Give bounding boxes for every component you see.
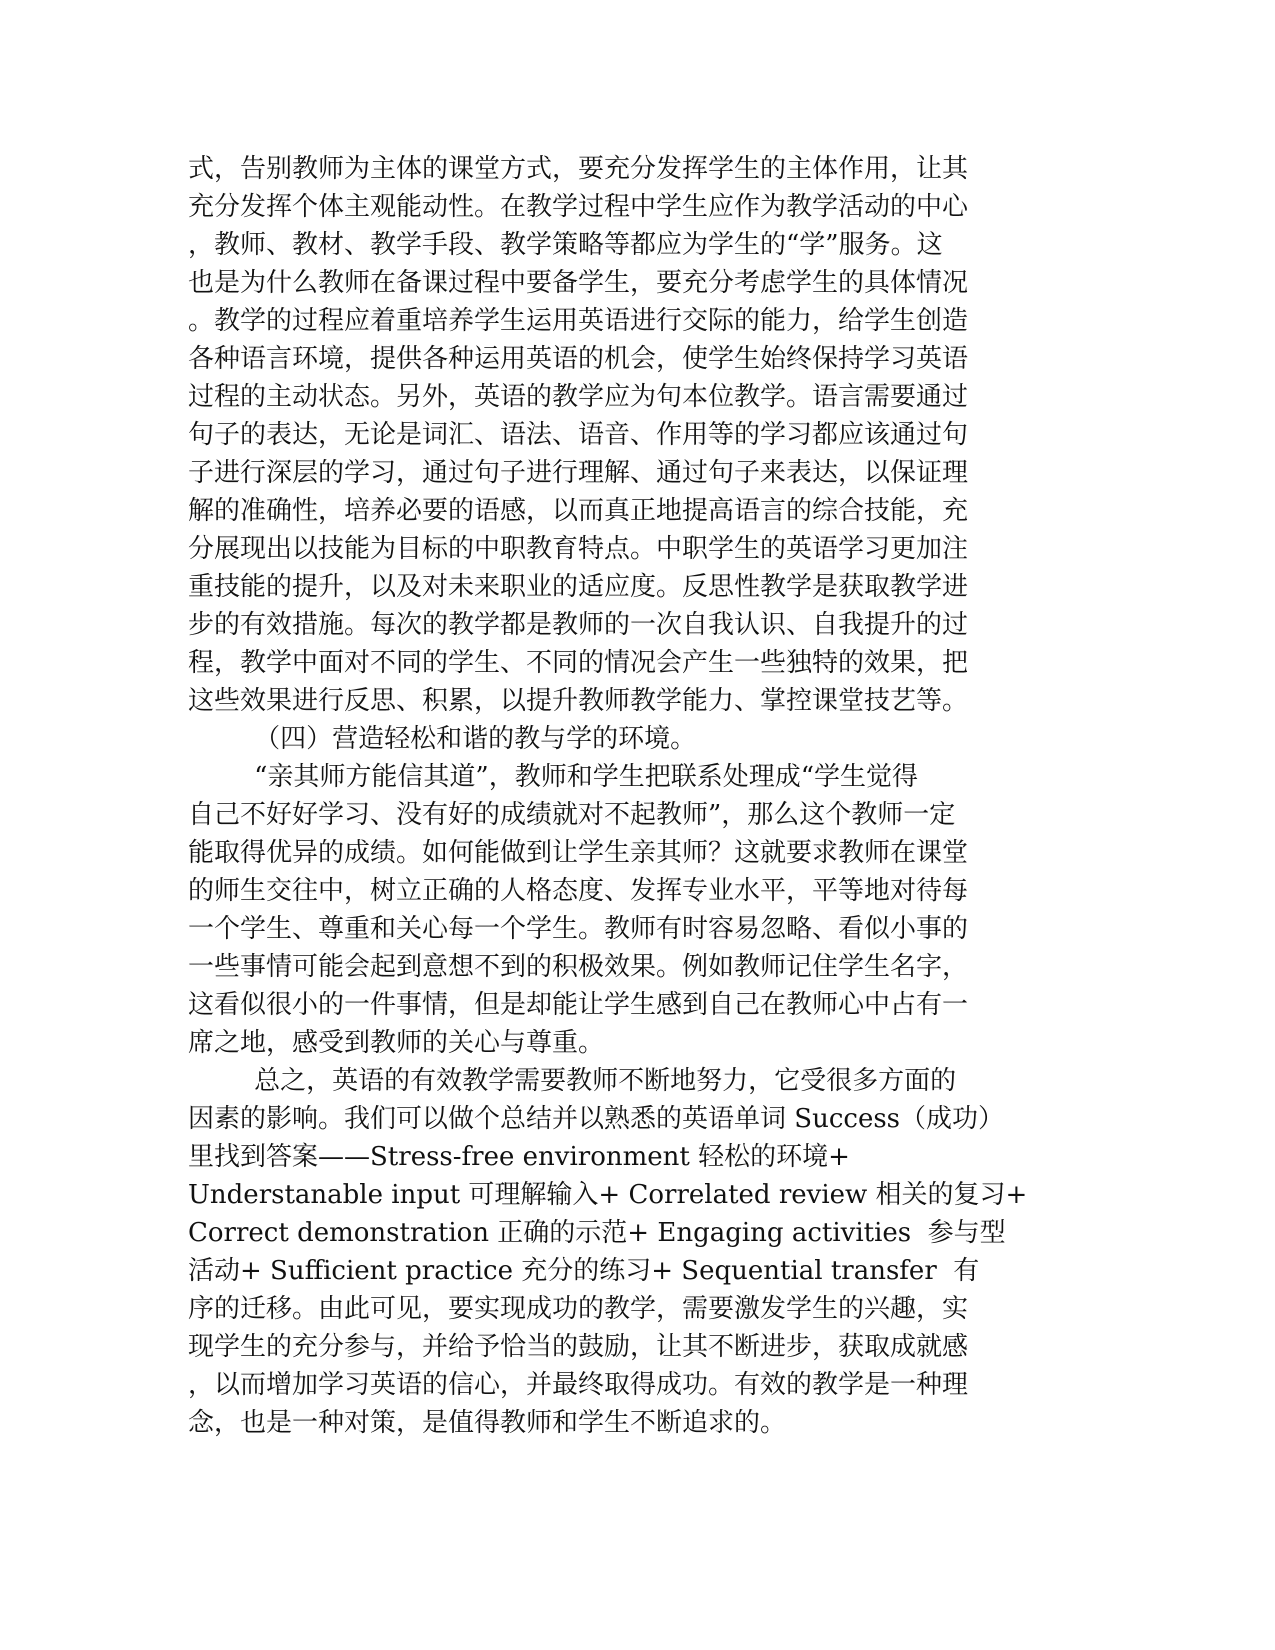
text-line: （四）营造轻松和谐的教与学的环境。 [188,724,697,754]
text-line: 。教学的过程应着重培养学生运用英语进行交际的能力，给学生创造 [188,306,969,336]
text-line: 分展现出以技能为目标的中职教育特点。中职学生的英语学习更加注 [188,534,969,564]
text-line: 这些效果进行反思、积累，以提升教师教学能力、掌控课堂技艺等。 [188,686,969,716]
text-line: 现学生的充分参与，并给予恰当的鼓励，让其不断进步，获取成就感 [188,1332,969,1362]
text-line: 充分发挥个体主观能动性。在教学过程中学生应作为教学活动的中心 [188,192,969,222]
text-line: 席之地，感受到教师的关心与尊重。 [188,1028,605,1058]
text-line: “亲其师方能信其道”，教师和学生把联系处理成“学生觉得 [188,762,918,792]
text-line: 一些事情可能会起到意想不到的积极效果。例如教师记住学生名字， [188,952,969,982]
text-line: 因素的影响。我们可以做个总结并以熟悉的英语单词 Success（成功） [188,1104,1005,1134]
text-line: 的师生交往中，树立正确的人格态度、发挥专业水平，平等地对待每 [188,876,969,906]
text-line: 步的有效措施。每次的教学都是教师的一次自我认识、自我提升的过 [188,610,969,640]
text-line: 各种语言环境，提供各种运用英语的机会，使学生始终保持学习英语 [188,344,969,374]
text-line: 解的准确性，培养必要的语感，以而真正地提高语言的综合技能，充 [188,496,969,526]
text-line: 式，告别教师为主体的课堂方式，要充分发挥学生的主体作用，让其 [188,154,969,184]
text-line: 总之，英语的有效教学需要教师不断地努力，它受很多方面的 [188,1066,957,1096]
text-line: 里找到答案——Stress-free environment 轻松的环境+ [188,1142,850,1172]
text-line: 活动+ Sufficient practice 充分的练习+ Sequential transfer 有 [188,1256,980,1286]
text-line: Correct demonstration 正确的示范+ Engaging activities 参与型 [188,1218,1006,1248]
text-line: 能取得优异的成绩。如何能做到让学生亲其师？这就要求教师在课堂 [188,838,969,868]
text-line: ，教师、教材、教学手段、教学策略等都应为学生的“学”服务。这 [188,230,943,260]
text-line: 自己不好好学习、没有好的成绩就对不起教师”，那么这个教师一定 [188,800,956,830]
text-line: 也是为什么教师在备课过程中要备学生，要充分考虑学生的具体情况 [188,268,969,298]
text-line: ，以而增加学习英语的信心，并最终取得成功。有效的教学是一种理 [188,1370,969,1400]
text-line: Understanable input 可理解输入+ Correlated review 相关的复习+ [188,1180,1028,1210]
text-line: 序的迁移。由此可见，要实现成功的教学，需要激发学生的兴趣，实 [188,1294,969,1324]
text-line: 句子的表达，无论是词汇、语法、语音、作用等的学习都应该通过句 [188,420,969,450]
text-line: 子进行深层的学习，通过句子进行理解、通过句子来表达，以保证理 [188,458,969,488]
text-line: 一个学生、尊重和关心每一个学生。教师有时容易忽略、看似小事的 [188,914,969,944]
body-text [188,150,1058,1442]
text-line: 念，也是一种对策，是值得教师和学生不断追求的。 [188,1408,787,1438]
text-line: 程，教学中面对不同的学生、不同的情况会产生一些独特的效果，把 [188,648,969,678]
text-line: 这看似很小的一件事情，但是却能让学生感到自己在教师心中占有一 [188,990,969,1020]
text-line: 重技能的提升，以及对未来职业的适应度。反思性教学是获取教学进 [188,572,969,602]
text-line: 过程的主动状态。另外，英语的教学应为句本位教学。语言需要通过 [188,382,969,412]
